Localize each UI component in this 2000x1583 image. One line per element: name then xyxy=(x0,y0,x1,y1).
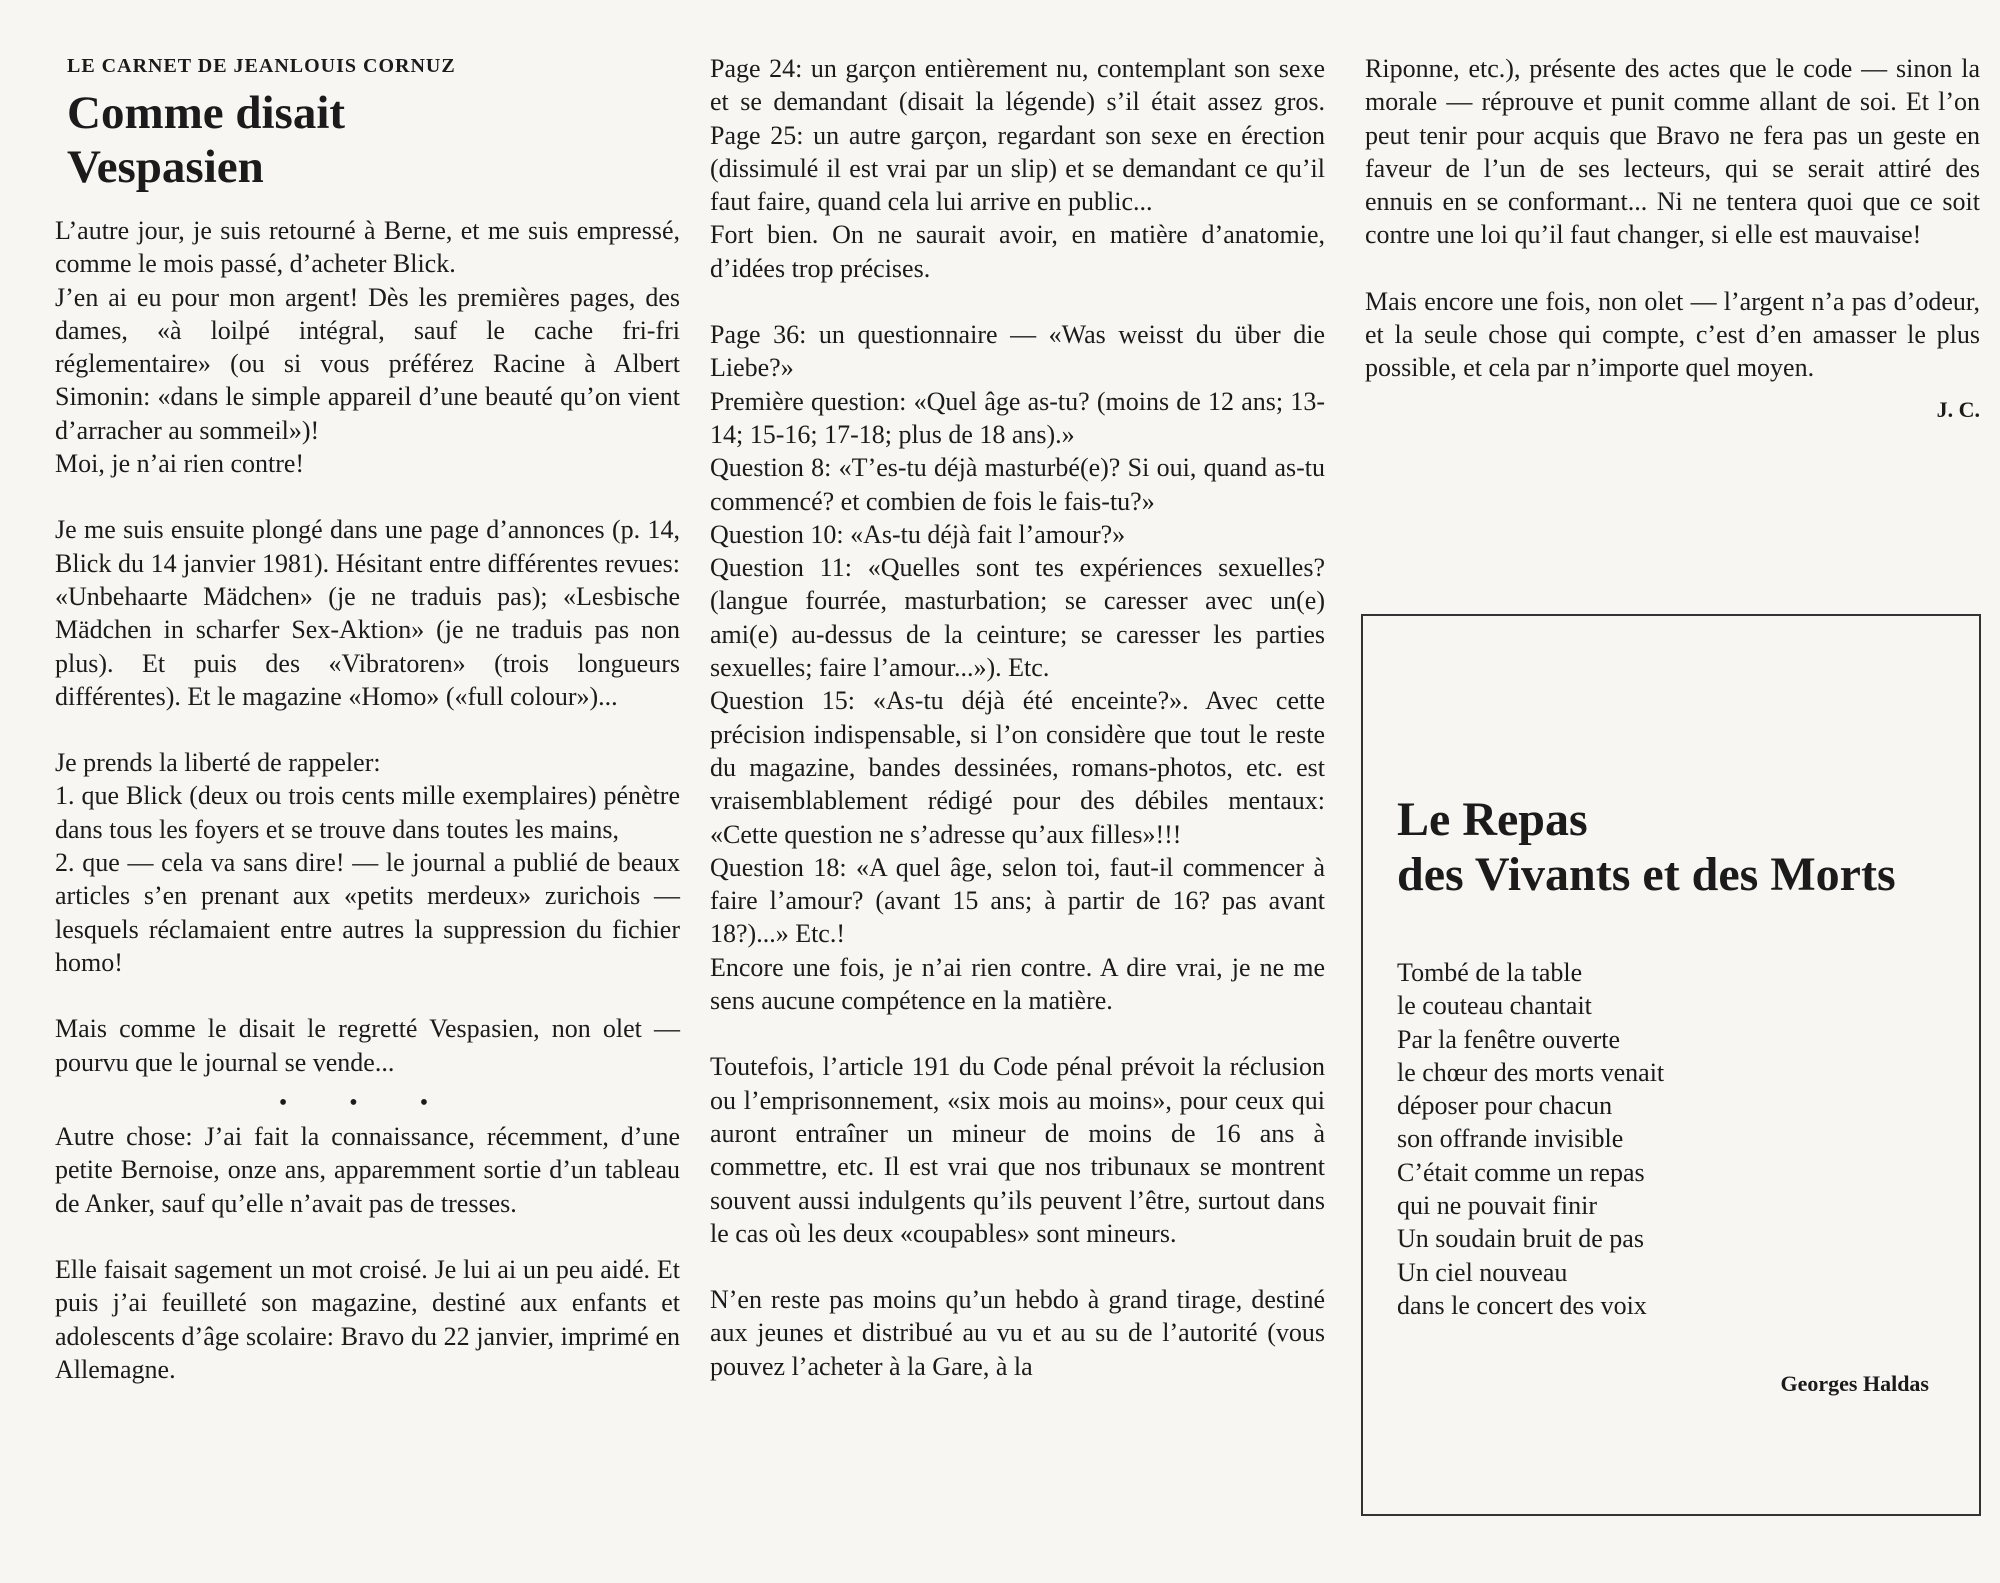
column-kicker: LE CARNET DE JEANLOUIS CORNUZ xyxy=(67,55,456,77)
paragraph: Question 11: «Quelles sont tes expériences sexuelles? (langue fourrée, masturbation; se caresser avec un(e) ami(e) au-dessus de la ceinture; se caresser les parties sexuelles; faire l’amour...»). Etc. xyxy=(710,553,1325,683)
article-signature: J. C. xyxy=(1936,396,1980,422)
paragraph: N’en reste pas moins qu’un hebdo à grand tirage, destiné aux jeunes et distribué au vu et au su de l’autorité (vous pouvez l’acheter à la Gare, à la xyxy=(710,1285,1325,1381)
paragraph: Riponne, etc.), présente des actes que le code — sinon la morale — réprouve et punit comme allant de soi. Et l’on peut tenir pour acquis que Bravo ne fera pas un geste en faveur de l’un de ses lecteurs, qui se serait attiré des ennuis en se conformant... Ni ne tentera quoi que ce soit contre une loi qu’il faut changer, si elle est mauvaise! xyxy=(1365,54,1980,250)
poem-line: déposer pour chacun xyxy=(1397,1091,1613,1121)
poem-line: Un ciel nouveau xyxy=(1397,1257,1568,1287)
paragraph: Toutefois, l’article 191 du Code pénal prévoit la réclusion ou l’emprisonnement, «six mois au moins», pour ceux qui auront entraîner un mineur de moins de 16 ans à commettre, etc. Il est vrai que nos tribunaux se montrent souvent aussi indulgents qu’ils peuvent l’être, surtout dans le cas où les deux «coupables» sont mineurs. xyxy=(710,1052,1325,1248)
poem-line: Par la fenêtre ouverte xyxy=(1397,1024,1621,1054)
poem-line: son offrande invisible xyxy=(1397,1124,1624,1154)
poem-line: dans le concert des voix xyxy=(1397,1290,1647,1320)
paragraph: Mais encore une fois, non olet — l’argent n’a pas d’odeur, et la seule chose qui compte, c’est d’en amasser le plus possible, et cela par n’importe quel moyen. xyxy=(1365,286,1980,383)
article-column-2 xyxy=(710,52,1325,1383)
paragraph: J’en ai eu pour mon argent! Dès les premières pages, des dames, «à loilpé intégral, sauf le cache fri-fri réglementaire» (ou si vous préférez Racine à Albert Simonin: «dans le simple appareil d’une beauté qu’on vient d’arracher au sommeil»)! xyxy=(55,282,680,445)
paragraph: Question 8: «T’es-tu déjà masturbé(e)? Si oui, quand as-tu commencé? et combien de fois le fais-tu?» xyxy=(710,453,1325,516)
paragraph: Question 18: «A quel âge, selon toi, faut-il commencer à faire l’amour? (avant 15 ans; à partir de 16? pas avant 18?)...» Etc.! xyxy=(710,852,1325,949)
paragraph: Page 24: un garçon entièrement nu, contemplant son sexe et se demandant (disait la légende) s’il était assez gros. Page 25: un autre garçon, regardant son sexe en érection (dissimulé il est vrai par un slip) et se demandant ce qu’il faut faire, quand cela lui arrive en public... xyxy=(710,54,1325,217)
paragraph: Fort bien. On ne saurait avoir, en matière d’anatomie, d’idées trop précises. xyxy=(710,220,1325,283)
article-title: Comme disait Vespasien xyxy=(67,87,346,193)
poem-line: Tombé de la table xyxy=(1397,958,1583,987)
paragraph: Elle faisait sagement un mot croisé. Je lui ai un peu aidé. Et puis j’ai feuilleté son magazine, destiné aux enfants et adolescents d’âge scolaire: Bravo du 22 janvier, imprimé en Allemagne. xyxy=(55,1255,680,1384)
paragraph: Autre chose: J’ai fait la connaissance, récemment, d’une petite Bernoise, onze ans, apparemment sortie d’un tableau de Anker, sauf qu’elle n’avait pas de tresses. xyxy=(55,1122,680,1218)
section-separator: • • • xyxy=(278,1089,457,1116)
poem-line: qui ne pouvait finir xyxy=(1397,1191,1598,1221)
article-column-3 xyxy=(1365,52,1980,426)
article-column-1 xyxy=(55,52,680,1386)
poem-line: C’était comme un repas xyxy=(1397,1157,1645,1187)
paragraph: L’autre jour, je suis retourné à Berne, et me suis empressé, comme le mois passé, d’acheter Blick. xyxy=(55,216,680,279)
poem-line: Un soudain bruit de pas xyxy=(1397,1224,1644,1254)
paragraph: Question 15: «As-tu déjà été enceinte?». Avec cette précision indispensable, si l’on considère que tout le reste du magazine, bandes dessinées, romans-photos, etc. est vraisemblablement rédigé pour des débiles mentaux: «Cette question ne s’adresse qu’aux filles»!!! xyxy=(710,686,1325,849)
paragraph: Encore une fois, je n’ai rien contre. A dire vrai, je ne me sens aucune compétence en la matière. xyxy=(710,952,1325,1016)
paragraph: 1. que Blick (deux ou trois cents mille exemplaires) pénètre dans tous les foyers et se trouve dans toutes les mains, xyxy=(55,781,680,844)
poem-box xyxy=(1361,614,1981,1516)
poem-author: Georges Haldas xyxy=(1780,1371,1929,1396)
paragraph: 2. que — cela va sans dire! — le journal a publié de beaux articles s’en prenant aux «petits merdeux» zurichois — lesquels réclamaient entre autres la suppression du fichier homo! xyxy=(55,848,680,977)
poem-verses xyxy=(1397,956,1664,1322)
paragraph: Première question: «Quel âge as-tu? (moins de 12 ans; 13-14; 15-16; 17-18; plus de 18 ans).» xyxy=(710,386,1325,449)
paragraph: Je prends la liberté de rappeler: xyxy=(55,748,381,778)
paragraph: Je me suis ensuite plongé dans une page d’annonces (p. 14, Blick du 14 janvier 1981). Hésitant entre différentes revues: «Unbehaarte Mädchen» (je ne traduis pas); «Lesbische Mädchen in scharfer Sex-Aktion» (je ne traduis pas non plus). Et puis des «Vibratoren» (trois longueurs différentes). Et le magazine «Homo» («full colour»)... xyxy=(55,515,680,711)
paragraph: Question 10: «As-tu déjà fait l’amour?» xyxy=(710,519,1126,549)
paragraph: Page 36: un questionnaire — «Was weisst du über die Liebe?» xyxy=(710,320,1325,383)
paragraph: Moi, je n’ai rien contre! xyxy=(55,449,305,479)
poem-line: le chœur des morts venait xyxy=(1397,1057,1665,1087)
paragraph: Mais comme le disait le regretté Vespasien, non olet — pourvu que le journal se vende... xyxy=(55,1014,680,1077)
poem-title: Le Repas des Vivants et des Morts xyxy=(1397,793,1896,901)
poem-line: le couteau chantait xyxy=(1397,991,1592,1021)
